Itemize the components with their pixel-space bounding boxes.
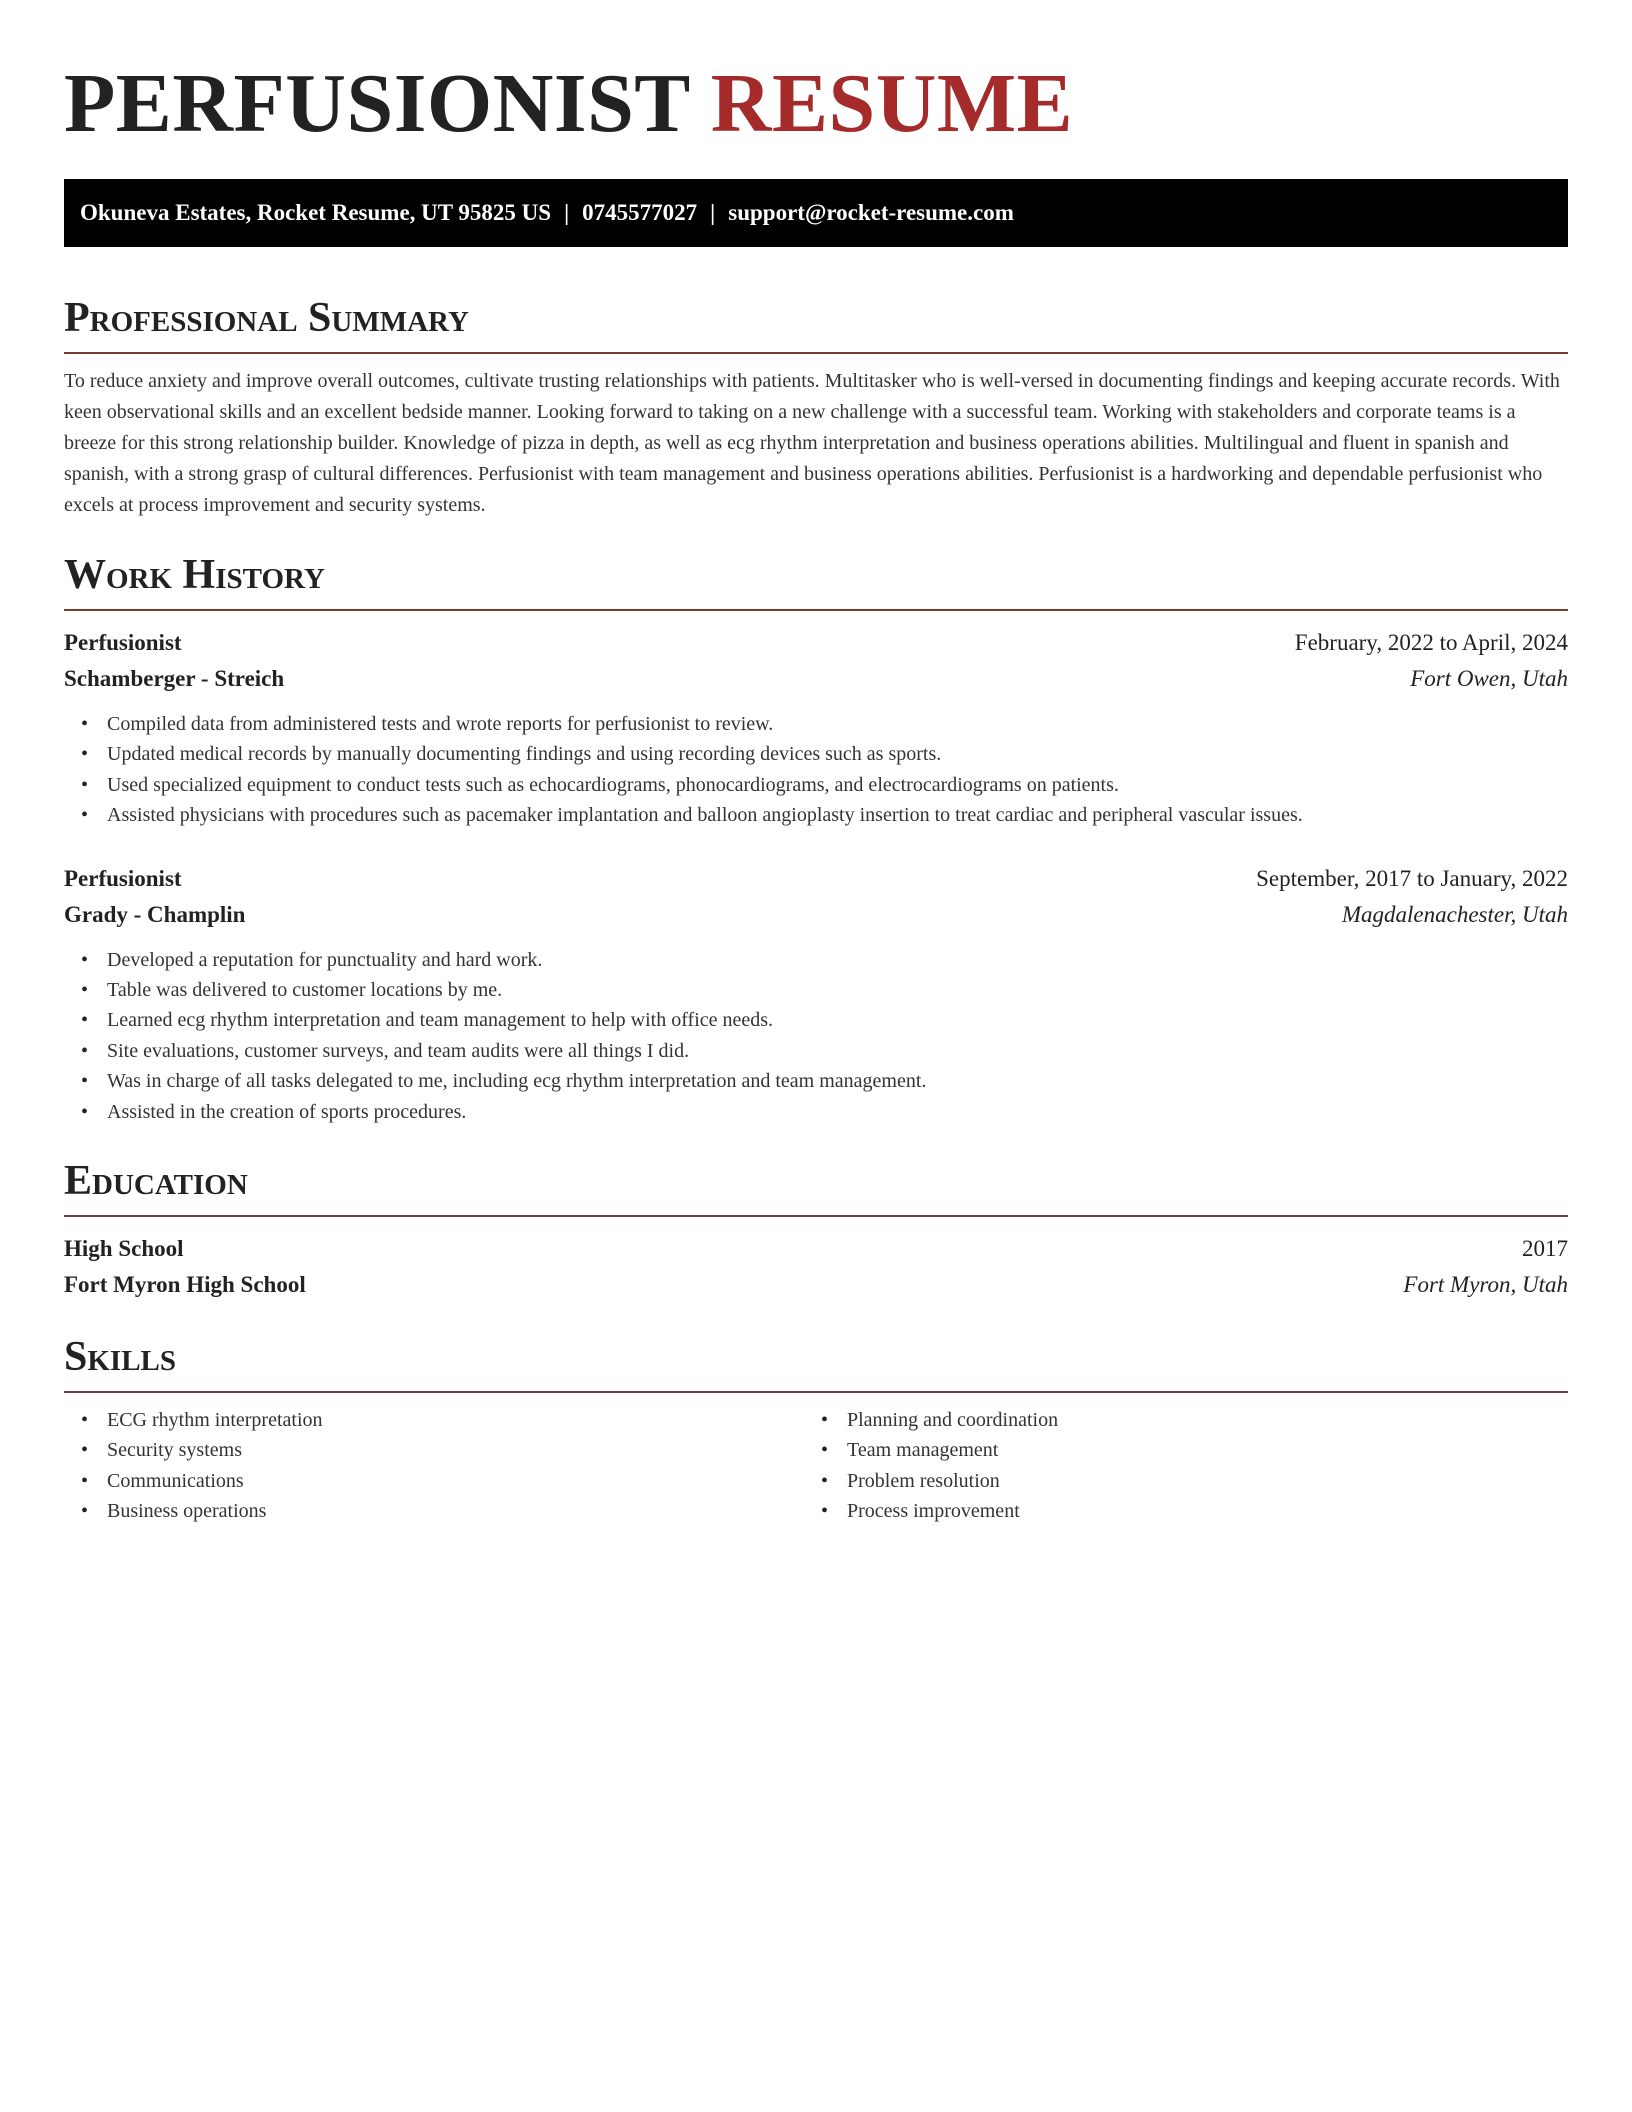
job-entry [64,625,1568,831]
job-header-row [64,861,1568,897]
list-item: • Assisted physicians with procedures such as pacemaker implantation and balloon angioplasty insertion to treat cardiac and peripheral vascular issues. [107,800,1568,830]
job-entry [64,861,1568,1127]
list-item: • Learned ecg rhythm interpretation and team management to help with office needs. [107,1005,1568,1035]
list-item: • Developed a reputation for punctuality and hard work. [107,945,1568,975]
skills-right-column [804,1405,1568,1527]
skill-item: • Business operations [107,1496,804,1526]
contact-separator: | [710,200,716,225]
education-degree: High School [64,1236,184,1262]
list-item: • Compiled data from administered tests and wrote reports for perfusionist to review. [107,709,1568,739]
contact-separator: | [564,200,570,225]
skill-item: • Communications [107,1466,804,1496]
skill-item: • ECG rhythm interpretation [107,1405,804,1435]
skills-heading: Skills [64,1330,1568,1393]
education-school: Fort Myron High School [64,1272,306,1298]
job-bullets [64,945,1568,1127]
work-history-section [64,548,1568,1127]
title-accent: RESUME [710,57,1074,150]
contact-address: Okuneva Estates, Rocket Resume, UT 95825 US [80,200,552,225]
job-title: Perfusionist [64,630,182,655]
summary-section [64,291,1568,521]
resume-title [64,56,1568,152]
job-company: Grady - Champlin [64,901,246,927]
title-main: PERFUSIONIST [64,57,690,150]
education-year: 2017 [1522,1236,1568,1262]
education-school-row [64,1267,1568,1303]
education-header-row [64,1231,1568,1267]
list-item: • Site evaluations, customer surveys, and team audits were all things I did. [107,1036,1568,1066]
contact-email[interactable]: support@rocket-resume.com [728,200,1014,225]
list-item: • Updated medical records by manually documenting findings and using recording devices such as sports. [107,739,1568,769]
job-bullets [64,709,1568,831]
skill-item: • Problem resolution [847,1466,1568,1496]
job-company-row [64,897,1568,933]
list-item: • Table was delivered to customer locations by me. [107,975,1568,1005]
summary-heading: Professional Summary [64,291,1568,354]
education-location: Fort Myron, Utah [1403,1272,1568,1298]
contact-bar [64,179,1568,247]
skill-item: • Security systems [107,1435,804,1465]
education-entry [64,1231,1568,1303]
list-item: • Used specialized equipment to conduct tests such as echocardiograms, phonocardiograms, and electrocardiograms on patients. [107,770,1568,800]
skills-section [64,1330,1568,1527]
list-item: • Assisted in the creation of sports procedures. [107,1097,1568,1127]
skills-left-column [64,1405,804,1527]
job-location: Fort Owen, Utah [1410,666,1568,691]
skill-item: • Team management [847,1435,1568,1465]
skill-item: • Process improvement [847,1496,1568,1526]
list-item: • Was in charge of all tasks delegated to me, including ecg rhythm interpretation and team management. [107,1066,1568,1096]
job-dates: February, 2022 to April, 2024 [1294,630,1568,655]
summary-text: To reduce anxiety and improve overall outcomes, cultivate trusting relationships with patients. Multitasker who is well-versed in documenting findings and keeping accurate records. With keen observational skills and an excellent bedside manner. Looking forward to taking on a new challenge with a successful team. Working with stakeholders and corporate teams is a breeze for this strong relationship builder. Knowledge of pizza in depth, as well as ecg rhythm interpretation and business operations abilities. Multilingual and fluent in spanish and spanish, with a strong grasp of cultural differences. Perfusionist with team management and business operations abilities. Perfusionist is a hardworking and dependable perfusionist who excels at process improvement and security systems. [64,370,1560,516]
contact-phone: 0745577027 [582,200,698,225]
job-dates: September, 2017 to January, 2022 [1256,865,1568,891]
skills-grid [64,1405,1568,1527]
education-heading: Education [64,1154,1568,1217]
skill-item: • Planning and coordination [847,1405,1568,1435]
resume-page [64,56,1568,1527]
job-header-row [64,625,1568,661]
work-history-heading: Work History [64,548,1568,611]
education-section [64,1154,1568,1303]
job-company-row [64,661,1568,697]
job-company: Schamberger - Streich [64,666,285,691]
job-title: Perfusionist [64,865,182,891]
job-location: Magdalenachester, Utah [1341,901,1568,927]
